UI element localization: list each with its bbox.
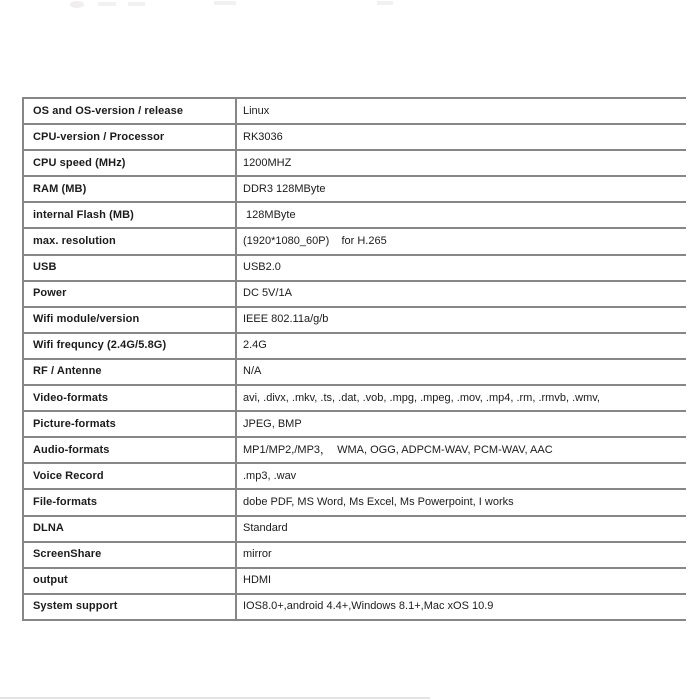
spec-label: output xyxy=(24,569,237,593)
spec-value: .mp3, .wav xyxy=(243,469,297,482)
spec-label: internal Flash (MB) xyxy=(24,203,237,227)
spec-value: 2.4G xyxy=(243,339,267,352)
table-row xyxy=(24,308,686,334)
spec-label: Audio-formats xyxy=(24,438,237,462)
table-row xyxy=(24,543,686,569)
spec-label: System support xyxy=(24,595,237,619)
spec-label: RF / Antenne xyxy=(24,360,237,384)
table-row xyxy=(24,595,686,621)
spec-value: JPEG, BMP xyxy=(243,417,302,430)
top-edge-artifact xyxy=(128,2,145,6)
spec-value: Linux xyxy=(243,104,270,117)
spec-label: CPU-version / Processor xyxy=(24,125,237,149)
table-row xyxy=(24,464,686,490)
spec-value: HDMI xyxy=(243,574,272,587)
spec-label: DLNA xyxy=(24,517,237,541)
spec-label: ScreenShare xyxy=(24,543,237,567)
table-row xyxy=(24,360,686,386)
top-edge-artifact xyxy=(214,1,236,5)
spec-label: Wifi frequncy (2.4G/5.8G) xyxy=(24,334,237,358)
spec-value: mirror xyxy=(243,548,272,561)
spec-value: dobe PDF, MS Word, Ms Excel, Ms Powerpoint, I works xyxy=(243,495,514,508)
spec-value: DDR3 128MByte xyxy=(243,182,326,195)
table-row xyxy=(24,412,686,438)
spec-table xyxy=(22,97,686,621)
table-row xyxy=(24,229,686,255)
spec-value: USB2.0 xyxy=(243,261,281,274)
table-row xyxy=(24,517,686,543)
spec-label: Wifi module/version xyxy=(24,308,237,332)
spec-value: IEEE 802.11a/g/b xyxy=(243,313,329,326)
table-row xyxy=(24,99,686,125)
table-row xyxy=(24,490,686,516)
spec-value: (1920*1080_60P) for H.265 xyxy=(243,235,387,248)
top-edge-artifact xyxy=(377,1,393,5)
spec-value: MP1/MP2,/MP3， WMA, OGG, ADPCM-WAV, PCM-WAV, AAC xyxy=(243,443,553,456)
table-row xyxy=(24,151,686,177)
spec-value: avi, .divx, .mkv, .ts, .dat, .vob, .mpg, .mpeg, .mov, .mp4, .rm, .rmvb, .wmv, xyxy=(243,391,600,404)
table-row xyxy=(24,438,686,464)
spec-label: USB xyxy=(24,256,237,280)
table-row xyxy=(24,386,686,412)
spec-value: N/A xyxy=(243,365,262,378)
top-edge-artifact xyxy=(98,2,116,6)
spec-value: DC 5V/1A xyxy=(243,287,292,300)
spec-label: Voice Record xyxy=(24,464,237,488)
spec-value: 128MByte xyxy=(243,208,296,221)
table-row xyxy=(24,203,686,229)
table-row xyxy=(24,125,686,151)
table-row xyxy=(24,256,686,282)
spec-value: 1200MHZ xyxy=(243,156,292,169)
table-row xyxy=(24,334,686,360)
table-row xyxy=(24,177,686,203)
spec-label: Video-formats xyxy=(24,386,237,410)
spec-value: Standard xyxy=(243,522,288,535)
spec-label: File-formats xyxy=(24,490,237,514)
top-edge-artifact xyxy=(70,1,84,8)
spec-label: Power xyxy=(24,282,237,306)
table-row xyxy=(24,569,686,595)
spec-label: Picture-formats xyxy=(24,412,237,436)
spec-label: max. resolution xyxy=(24,229,237,253)
spec-label: OS and OS-version / release xyxy=(24,99,237,123)
spec-label: RAM (MB) xyxy=(24,177,237,201)
table-row xyxy=(24,282,686,308)
spec-value: RK3036 xyxy=(243,130,283,143)
spec-label: CPU speed (MHz) xyxy=(24,151,237,175)
spec-value: IOS8.0+,android 4.4+,Windows 8.1+,Mac xOS 10.9 xyxy=(243,600,494,613)
bottom-edge-artifact xyxy=(0,697,430,699)
